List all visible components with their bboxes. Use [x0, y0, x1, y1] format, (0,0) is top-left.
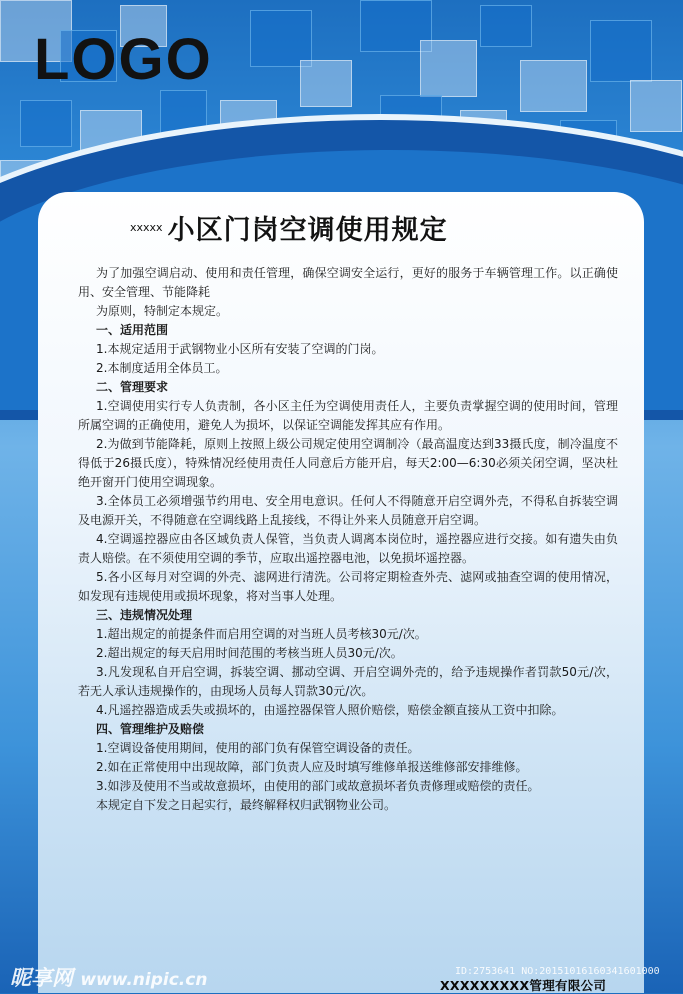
intro-paragraph: 为了加强空调启动、使用和责任管理，确保空调安全运行，更好的服务于车辆管理工作。以正确使用、安全管理、节能降耗	[78, 266, 618, 299]
section-item: 5.各小区每月对空调的外壳、滤网进行清洗。公司将定期检查外壳、滤网或抽查空调的使用情况，如发现有违规使用或损坏现象，将对当事人处理。	[78, 570, 618, 603]
section-item: 3.凡发现私自开启空调，拆装空调、挪动空调、开启空调外壳的，给予违规操作者罚款50元/次，若无人承认违规操作的，由现场人员每人罚款30元/次。	[78, 665, 618, 698]
section-item: 1.超出规定的前提条件而启用空调的对当班人员考核30元/次。	[96, 627, 427, 641]
intro-paragraph: 为原则，特制定本规定。	[96, 304, 229, 318]
section-heading: 四、管理维护及赔偿	[96, 722, 205, 736]
regulation-body	[78, 264, 618, 815]
logo: LOGO	[34, 27, 213, 92]
section-item: 2.超出规定的每天启用时间范围的考核当班人员30元/次。	[96, 646, 403, 660]
watermark-site-name: 昵享网	[10, 966, 73, 990]
section-item: 3.如涉及使用不当或故意损坏，由使用的部门或故意损坏者负责修理或赔偿的责任。	[96, 779, 540, 793]
watermark-site-logo	[10, 962, 207, 992]
section-item: 2.本制度适用全体员工。	[96, 361, 228, 375]
section-item: 1.本规定适用于武钢物业小区所有安装了空调的门岗。	[96, 342, 384, 356]
section-heading: 二、管理要求	[96, 380, 169, 394]
closing-statement: 本规定自下发之日起实行，最终解释权归武钢物业公司。	[96, 798, 397, 812]
watermark-image-id: ID:2753641 NO:20151016160341601000	[455, 966, 660, 977]
section-item: 4.空调遥控器应由各区域负责人保管，当负责人调离本岗位时，遥控器应进行交接。如有遗失由负责人赔偿。在不须使用空调的季节，应取出遥控器电池，以免损坏遥控器。	[78, 532, 618, 565]
section-item: 3.全体员工必须增强节约用电、安全用电意识。任何人不得随意开启空调外壳，不得私自拆装空调及电源开关，不得随意在空调线路上乱接线，不得让外来人员随意开启空调。	[78, 494, 618, 527]
section-item: 2.如在正常使用中出现故障，部门负责人应及时填写维修单报送维修部安排维修。	[96, 760, 528, 774]
company-name: XXXXXXXXX管理有限公司	[440, 978, 607, 993]
section-item: 1.空调设备使用期间，使用的部门负有保管空调设备的责任。	[96, 741, 420, 755]
section-item: 2.为做到节能降耗，原则上按照上级公司规定使用空调制冷（最高温度达到33摄氏度，制冷温度不得低于26摄氏度），特殊情况经使用责任人同意后方能开启，每天2:00—6:30必须关闭空调，坚决杜绝开窗开门使用空调现象。	[78, 437, 618, 489]
section-heading: 三、违规情况处理	[96, 608, 193, 622]
section-heading: 一、适用范围	[96, 323, 169, 337]
section-item: 4.凡遥控器造成丢失或损坏的，由遥控器保管人照价赔偿，赔偿金额直接从工资中扣除。	[96, 703, 564, 717]
section-item: 1.空调使用实行专人负责制，各小区主任为空调使用责任人，主要负责掌握空调的使用时间，管理所属空调的正确使用，避免人为损坏，以保证空调能发挥其应有作用。	[78, 399, 618, 432]
page-title: 小区门岗空调使用规定	[167, 215, 448, 246]
title-prefix: xxxxx	[130, 221, 163, 234]
title-block	[130, 208, 448, 247]
watermark-site-url: www.nipic.cn	[80, 970, 208, 990]
